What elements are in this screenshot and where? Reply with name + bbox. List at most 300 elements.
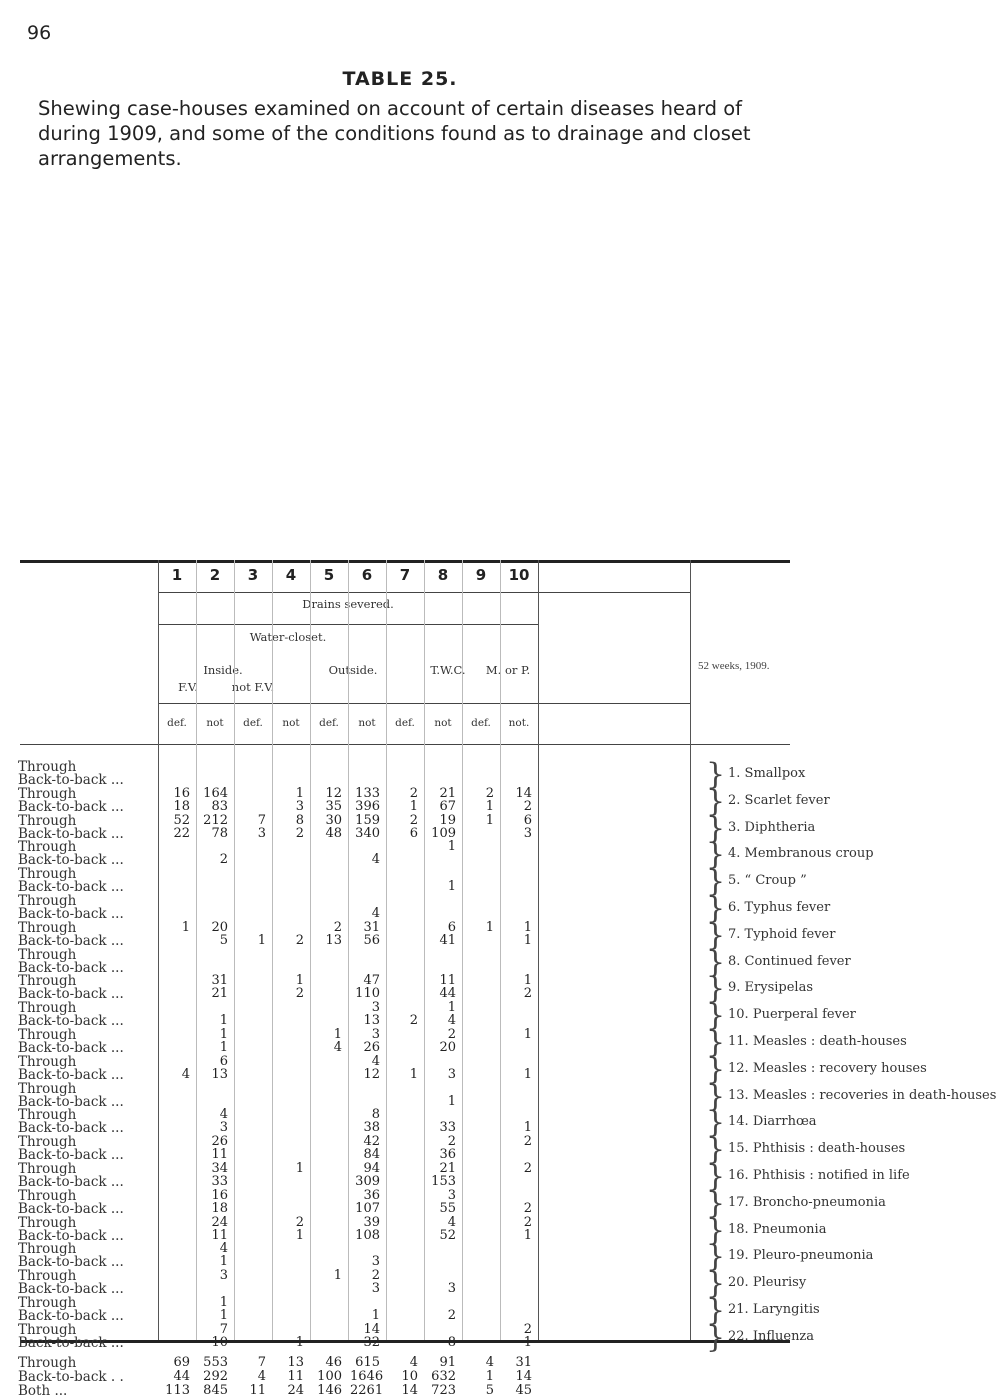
disease-label bbox=[728, 927, 835, 942]
table-cell: 11 bbox=[211, 1227, 228, 1243]
totals-cell: 100 bbox=[317, 1368, 342, 1384]
disease-name: “ Croup ” bbox=[740, 873, 807, 889]
table-cell: 1 bbox=[295, 785, 304, 801]
disease-name: Measles : recovery houses bbox=[748, 1060, 927, 1076]
table-cell: 1 bbox=[523, 1066, 532, 1082]
table-cell: 1 bbox=[447, 839, 456, 855]
row-label-through: Through bbox=[18, 1080, 77, 1097]
table-cell: 4 bbox=[371, 852, 380, 868]
row-label-through: Through bbox=[18, 1027, 77, 1043]
group-brace: } bbox=[706, 1293, 726, 1328]
totals-cell: 69 bbox=[173, 1354, 190, 1370]
table-cell: 1 bbox=[333, 1027, 342, 1042]
disease-label bbox=[728, 1061, 927, 1076]
group-brace: } bbox=[706, 971, 726, 1007]
row-label-back-to-back: Back-to-back ... bbox=[18, 986, 124, 1003]
twc-header: T.W.C. bbox=[430, 663, 466, 677]
disease-name: Phthisis : death-houses bbox=[748, 1141, 906, 1157]
table-cell: 1 bbox=[523, 1120, 532, 1136]
table-cell: 24 bbox=[211, 1214, 228, 1230]
sub-header: not bbox=[282, 717, 300, 729]
table-cell: 2 bbox=[295, 1214, 304, 1230]
disease-label bbox=[728, 793, 830, 808]
disease-name: Puerperal fever bbox=[748, 1007, 856, 1023]
table-cell: 3 bbox=[447, 1187, 456, 1203]
disease-number: 19. bbox=[728, 1248, 749, 1264]
table-cell: 16 bbox=[173, 785, 190, 801]
table-cell: 1 bbox=[219, 1295, 228, 1310]
row-label-back-to-back: Back-to-back ... bbox=[18, 1013, 124, 1030]
group-brace: } bbox=[706, 998, 726, 1034]
disease-name: Continued fever bbox=[740, 953, 851, 969]
disease-number: 9. bbox=[728, 980, 741, 996]
totals-cell: 44 bbox=[173, 1368, 190, 1384]
disease-name: Diarrhœa bbox=[748, 1114, 817, 1130]
table-cell: 26 bbox=[211, 1134, 228, 1150]
table-cell: 3 bbox=[523, 825, 532, 841]
table-cell: 1 bbox=[523, 1027, 532, 1042]
table-cell: 3 bbox=[219, 1120, 228, 1136]
table-cell: 1 bbox=[181, 919, 190, 935]
totals-cell: 7 bbox=[257, 1354, 266, 1370]
disease-name: Phthisis : notified in life bbox=[748, 1168, 910, 1183]
table-cell: 10 bbox=[211, 1334, 228, 1350]
table-cell: 21 bbox=[439, 785, 456, 801]
disease-number: 2. bbox=[728, 792, 741, 808]
group-brace: } bbox=[706, 1132, 726, 1168]
drains-severed-header: Drains severed. bbox=[302, 597, 394, 611]
totals-cell: 2261 bbox=[350, 1382, 384, 1398]
disease-number: 7. bbox=[728, 926, 741, 942]
sub-header: def. bbox=[319, 717, 339, 729]
totals-cell: 113 bbox=[165, 1382, 190, 1398]
table-cell: 4 bbox=[333, 1040, 342, 1055]
group-brace: } bbox=[706, 757, 726, 792]
disease-label bbox=[728, 1007, 856, 1022]
table-title: TABLE 25. bbox=[342, 68, 458, 90]
totals-label: Back-to-back . . bbox=[18, 1368, 124, 1385]
table-cell: 2 bbox=[523, 1134, 532, 1150]
table-cell: 3 bbox=[371, 1027, 380, 1042]
table-bottom-rule bbox=[20, 1340, 790, 1343]
sub-header: def. bbox=[471, 717, 491, 729]
disease-label bbox=[728, 820, 815, 835]
sub-header: not. bbox=[508, 717, 530, 729]
table-cell: 1 bbox=[409, 1066, 418, 1082]
disease-number: 15. bbox=[728, 1141, 749, 1157]
totals-cell: 11 bbox=[287, 1368, 304, 1384]
table-cell: 42 bbox=[363, 1134, 380, 1150]
table-cell: 1 bbox=[447, 1000, 456, 1016]
disease-label bbox=[728, 1302, 820, 1317]
table-cell: 3 bbox=[257, 825, 266, 841]
column-number: 4 bbox=[285, 566, 297, 584]
table-cell: 38 bbox=[363, 1120, 380, 1136]
disease-number: 17. bbox=[728, 1194, 749, 1210]
row-label-back-to-back: Back-to-back ... bbox=[18, 852, 124, 869]
row-label-through: Through bbox=[18, 946, 77, 963]
row-label-back-to-back: Back-to-back ... bbox=[18, 1227, 124, 1244]
totals-label: Through bbox=[18, 1354, 77, 1371]
table-cell: 2 bbox=[295, 825, 304, 841]
group-brace: } bbox=[706, 783, 726, 819]
row-label-through: Through bbox=[18, 1268, 77, 1285]
table-cell: 1 bbox=[485, 919, 494, 935]
disease-number: 22. bbox=[728, 1328, 749, 1344]
table-cell: 52 bbox=[173, 812, 190, 828]
disease-label bbox=[728, 1329, 814, 1344]
disease-number: 16. bbox=[728, 1168, 749, 1183]
row-label-back-to-back: Back-to-back ... bbox=[18, 1254, 124, 1271]
table-cell: 20 bbox=[439, 1040, 456, 1055]
row-label-back-to-back: Back-to-back ... bbox=[18, 1040, 124, 1056]
disease-label bbox=[728, 873, 807, 888]
column-number: 2 bbox=[209, 566, 221, 584]
table-cell: 1 bbox=[257, 932, 266, 948]
column-rule bbox=[158, 560, 159, 1340]
table-cell: 1 bbox=[485, 812, 494, 828]
disease-label bbox=[728, 1088, 996, 1103]
row-label-through: Through bbox=[18, 759, 77, 775]
column-rule bbox=[462, 560, 463, 1340]
disease-number: 21. bbox=[728, 1302, 749, 1317]
table-cell: 4 bbox=[219, 1107, 228, 1123]
table-cell: 6 bbox=[447, 919, 456, 935]
disease-number: 20. bbox=[728, 1275, 749, 1291]
row-label-through: Through bbox=[18, 1295, 77, 1311]
table-cell: 20 bbox=[211, 919, 228, 935]
totals-cell: 4 bbox=[409, 1354, 418, 1370]
table-cell: 159 bbox=[355, 812, 380, 828]
row-label-through: Through bbox=[18, 1161, 77, 1177]
table-cell: 13 bbox=[325, 932, 342, 948]
table-top-rule bbox=[20, 560, 790, 563]
table-cell: 4 bbox=[447, 1214, 456, 1230]
table-cell: 8 bbox=[295, 812, 304, 828]
table-cell: 1 bbox=[523, 932, 532, 948]
table-cell: 3 bbox=[371, 1000, 380, 1016]
totals-cell: 14 bbox=[515, 1368, 532, 1384]
table-cell: 12 bbox=[325, 785, 342, 801]
table-cell: 13 bbox=[363, 1013, 380, 1029]
disease-number: 12. bbox=[728, 1060, 749, 1076]
table-cell: 2 bbox=[409, 785, 418, 801]
table-cell: 34 bbox=[211, 1161, 228, 1176]
totals-cell: 5 bbox=[485, 1382, 494, 1398]
table-cell: 1 bbox=[219, 1040, 228, 1055]
table-cell: 2 bbox=[371, 1268, 380, 1284]
table-cell: 5 bbox=[219, 932, 228, 948]
header-rule bbox=[20, 744, 790, 745]
sub-header: not bbox=[434, 717, 452, 729]
table-cell: 153 bbox=[431, 1174, 456, 1189]
table-cell: 212 bbox=[203, 812, 228, 828]
row-label-back-to-back: Back-to-back ... bbox=[18, 1120, 124, 1137]
disease-label bbox=[728, 1275, 806, 1290]
group-brace: } bbox=[706, 944, 726, 980]
disease-number: 6. bbox=[728, 900, 741, 915]
table-cell: 6 bbox=[219, 1053, 228, 1069]
disease-label bbox=[728, 954, 851, 969]
row-label-through: Through bbox=[18, 1107, 77, 1124]
totals-label: Both ... bbox=[18, 1382, 68, 1399]
group-brace: } bbox=[706, 837, 726, 873]
table-cell: 1 bbox=[485, 798, 494, 814]
table-cell: 1 bbox=[523, 1227, 532, 1243]
disease-number: 3. bbox=[728, 819, 741, 835]
table-cell: 84 bbox=[363, 1147, 380, 1163]
disease-name: Pleuro-pneumonia bbox=[748, 1248, 874, 1264]
table-cell: 52 bbox=[439, 1227, 456, 1243]
row-label-back-to-back: Back-to-back ... bbox=[18, 1334, 124, 1351]
table-cell: 2 bbox=[523, 986, 532, 1002]
table-cell: 1 bbox=[447, 879, 456, 895]
table-cell: 2 bbox=[295, 932, 304, 948]
table-cell: 56 bbox=[363, 932, 380, 948]
table-cell: 33 bbox=[211, 1174, 228, 1189]
table-cell: 1 bbox=[295, 1161, 304, 1176]
table-cell: 2 bbox=[523, 1161, 532, 1176]
row-label-through: Through bbox=[18, 1321, 77, 1338]
table-cell: 13 bbox=[211, 1066, 228, 1082]
column-rule bbox=[272, 560, 273, 1340]
column-rule bbox=[500, 560, 501, 1340]
table-cell: 110 bbox=[355, 986, 380, 1002]
column-rule bbox=[310, 560, 311, 1340]
table-cell: 1 bbox=[333, 1268, 342, 1284]
totals-cell: 292 bbox=[203, 1368, 228, 1384]
group-brace: } bbox=[706, 1266, 726, 1302]
disease-name: Influenza bbox=[748, 1328, 815, 1344]
group-brace: } bbox=[706, 1212, 726, 1248]
disease-number: 11. bbox=[728, 1034, 749, 1049]
table-cell: 1 bbox=[523, 919, 532, 935]
group-brace: } bbox=[706, 1078, 726, 1114]
table-cell: 18 bbox=[173, 798, 190, 814]
disease-name: Measles : death-houses bbox=[748, 1034, 907, 1049]
column-rule bbox=[234, 560, 235, 1340]
table-cell: 6 bbox=[409, 825, 418, 841]
table-cell: 1 bbox=[219, 1254, 228, 1270]
table-cell: 396 bbox=[355, 798, 380, 814]
row-label-back-to-back: Back-to-back ... bbox=[18, 1093, 124, 1110]
table-cell: 55 bbox=[439, 1200, 456, 1216]
row-label-through: Through bbox=[18, 1241, 77, 1258]
table-cell: 7 bbox=[257, 812, 266, 828]
table-cell: 3 bbox=[219, 1268, 228, 1284]
row-label-through: Through bbox=[18, 919, 77, 936]
group-brace: } bbox=[706, 1319, 726, 1355]
table-cell: 44 bbox=[439, 986, 456, 1002]
table-cell: 4 bbox=[447, 1013, 456, 1029]
disease-number: 1. bbox=[728, 766, 741, 781]
m-or-p-header: M. or P. bbox=[485, 663, 531, 677]
row-label-back-to-back: Back-to-back ... bbox=[18, 1147, 124, 1164]
table-cell: 83 bbox=[211, 798, 228, 814]
table-cell: 14 bbox=[515, 785, 532, 801]
totals-cell: 845 bbox=[203, 1382, 228, 1398]
totals-cell: 11 bbox=[249, 1382, 266, 1398]
fv-header: F.V. bbox=[178, 680, 198, 694]
column-number: 9 bbox=[475, 566, 487, 584]
totals-cell: 91 bbox=[439, 1354, 456, 1370]
disease-number: 8. bbox=[728, 953, 741, 969]
table-cell: 12 bbox=[363, 1066, 380, 1082]
row-label-through: Through bbox=[18, 839, 77, 856]
disease-name: Typhus fever bbox=[740, 900, 831, 915]
row-label-through: Through bbox=[18, 973, 77, 990]
table-cell: 1 bbox=[219, 1308, 228, 1323]
disease-number: 10. bbox=[728, 1007, 749, 1023]
totals-cell: 45 bbox=[515, 1382, 532, 1398]
sub-header: not bbox=[206, 717, 224, 729]
column-number: 3 bbox=[247, 566, 259, 584]
group-brace: } bbox=[706, 1105, 726, 1141]
outside-header: Outside. bbox=[328, 663, 378, 677]
column-rule bbox=[196, 560, 197, 1340]
table-cell: 94 bbox=[363, 1161, 380, 1176]
table-cell: 47 bbox=[363, 973, 380, 989]
table-cell: 6 bbox=[523, 812, 532, 828]
table-cell: 19 bbox=[439, 812, 456, 828]
table-cell: 18 bbox=[211, 1200, 228, 1216]
row-label-back-to-back: Back-to-back ... bbox=[18, 798, 124, 815]
disease-name: Typhoid fever bbox=[740, 926, 836, 942]
row-label-back-to-back: Back-to-back ... bbox=[18, 879, 124, 896]
row-label-through: Through bbox=[18, 1134, 77, 1151]
disease-number: 18. bbox=[728, 1221, 749, 1237]
table-cell: 1 bbox=[295, 1334, 304, 1350]
disease-number: 13. bbox=[728, 1087, 749, 1103]
table-cell: 78 bbox=[211, 825, 228, 841]
totals-cell: 10 bbox=[401, 1368, 418, 1384]
not-fv-header: not F.V. bbox=[231, 680, 275, 694]
disease-label bbox=[728, 846, 874, 861]
disease-label bbox=[728, 1141, 905, 1156]
group-brace: } bbox=[706, 1025, 726, 1060]
row-label-back-to-back: Back-to-back ... bbox=[18, 1174, 124, 1190]
row-label-through: Through bbox=[18, 1000, 77, 1017]
table-cell: 1 bbox=[219, 1027, 228, 1042]
column-number: 6 bbox=[361, 566, 373, 584]
disease-name: Measles : recoveries in death-houses bbox=[748, 1087, 996, 1103]
disease-number: 14. bbox=[728, 1114, 749, 1130]
disease-label bbox=[728, 900, 830, 915]
table-cell: 1 bbox=[219, 1013, 228, 1029]
table-cell: 21 bbox=[211, 986, 228, 1002]
column-number: 1 bbox=[171, 566, 183, 584]
disease-name: Pleurisy bbox=[748, 1275, 807, 1291]
table-cell: 3 bbox=[447, 1281, 456, 1297]
row-label-back-to-back: Back-to-back ... bbox=[18, 1066, 124, 1083]
group-brace: } bbox=[706, 864, 726, 900]
table-cell: 3 bbox=[295, 798, 304, 814]
disease-label bbox=[728, 1248, 873, 1263]
column-rule bbox=[424, 560, 425, 1340]
table-cell: 1 bbox=[447, 1093, 456, 1109]
table-cell: 26 bbox=[363, 1040, 380, 1055]
table-cell: 2 bbox=[219, 852, 228, 868]
table-cell: 108 bbox=[355, 1227, 380, 1243]
column-rule bbox=[690, 560, 691, 1340]
totals-cell: 723 bbox=[431, 1382, 456, 1398]
totals-cell: 1646 bbox=[350, 1368, 384, 1384]
table-cell: 2 bbox=[447, 1134, 456, 1150]
column-rule bbox=[386, 560, 387, 1340]
disease-name: Broncho-pneumonia bbox=[748, 1194, 886, 1210]
group-brace: } bbox=[706, 1185, 726, 1221]
table-cell: 30 bbox=[325, 812, 342, 828]
group-brace: } bbox=[706, 917, 726, 953]
disease-number: 5. bbox=[728, 873, 741, 889]
table-cell: 109 bbox=[431, 825, 456, 841]
row-label-through: Through bbox=[18, 812, 77, 829]
disease-label bbox=[728, 1195, 886, 1210]
group-brace: } bbox=[706, 1159, 726, 1194]
disease-name: Erysipelas bbox=[740, 980, 814, 996]
table-cell: 31 bbox=[211, 973, 228, 989]
table-cell: 4 bbox=[371, 1053, 380, 1069]
table-cell: 4 bbox=[219, 1241, 228, 1257]
disease-name: Pneumonia bbox=[748, 1221, 827, 1237]
totals-cell: 146 bbox=[317, 1382, 342, 1398]
row-label-back-to-back: Back-to-back ... bbox=[18, 1200, 124, 1217]
table-cell: 11 bbox=[211, 1147, 228, 1163]
row-label-back-to-back: Back-to-back ... bbox=[18, 825, 124, 842]
row-label-back-to-back: Back-to-back ... bbox=[18, 959, 124, 976]
table-cell: 21 bbox=[439, 1161, 456, 1176]
disease-name: Membranous croup bbox=[740, 846, 874, 862]
row-label-through: Through bbox=[18, 1187, 77, 1204]
table-cell: 164 bbox=[203, 785, 228, 801]
table-cell: 2 bbox=[447, 1027, 456, 1042]
table-cell: 4 bbox=[371, 906, 380, 921]
row-label-back-to-back: Back-to-back ... bbox=[18, 1281, 124, 1298]
sub-header: def. bbox=[167, 717, 187, 729]
table-cell: 11 bbox=[439, 973, 456, 989]
totals-cell: 1 bbox=[485, 1368, 494, 1384]
table-cell: 1 bbox=[371, 1308, 380, 1323]
table-cell: 2 bbox=[333, 919, 342, 935]
table-cell: 1 bbox=[295, 973, 304, 989]
totals-cell: 4 bbox=[485, 1354, 494, 1370]
sub-header: not bbox=[358, 717, 376, 729]
table-cell: 4 bbox=[181, 1066, 190, 1082]
column-rule bbox=[538, 560, 539, 1340]
table-cell: 340 bbox=[355, 825, 380, 841]
table-cell: 309 bbox=[355, 1174, 380, 1189]
group-brace: } bbox=[706, 1239, 726, 1275]
table-cell: 3 bbox=[371, 1281, 380, 1297]
table-cell: 8 bbox=[447, 1334, 456, 1350]
table-subtitle: Shewing case-houses examined on account of certain diseases heard of during 1909, and some of the conditions found as to drainage and closet arrangements. bbox=[38, 97, 751, 170]
table-cell: 48 bbox=[325, 825, 342, 841]
table-cell: 2 bbox=[295, 986, 304, 1002]
totals-cell: 632 bbox=[431, 1368, 456, 1384]
table-cell: 2 bbox=[447, 1308, 456, 1323]
row-label-through: Through bbox=[18, 1053, 77, 1070]
row-label-through: Through bbox=[18, 1214, 77, 1231]
disease-label bbox=[728, 1168, 910, 1183]
table-cell: 7 bbox=[219, 1321, 228, 1337]
table-cell: 2 bbox=[409, 812, 418, 828]
disease-name: Smallpox bbox=[740, 766, 806, 781]
table-cell: 1 bbox=[295, 1227, 304, 1243]
disease-name: Scarlet fever bbox=[740, 792, 830, 808]
table-cell: 35 bbox=[325, 798, 342, 814]
table-cell: 8 bbox=[371, 1107, 380, 1123]
table-cell: 41 bbox=[439, 932, 456, 948]
